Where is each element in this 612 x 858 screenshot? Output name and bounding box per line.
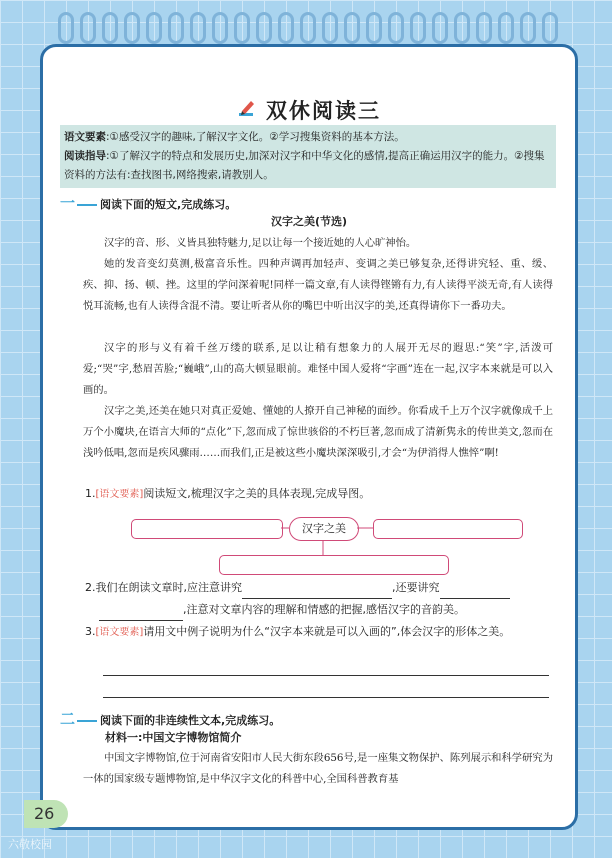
- binder-ring: [102, 12, 118, 44]
- binder-ring: [432, 12, 448, 44]
- question-tag: [语文要素]: [95, 489, 144, 500]
- title-area: [43, 95, 575, 125]
- guidance-text: :①了解汉字的特点和发展历史,加深对汉字和中华文化的感情,提高正确运用汉字的能力。②搜集资料的方法有:查找图书,网络搜索,请教别人。: [64, 150, 545, 181]
- binder-ring: [278, 12, 294, 44]
- question-number: 2.: [85, 581, 96, 594]
- answer-blank[interactable]: [99, 606, 183, 621]
- section-dash: [77, 204, 97, 206]
- question-text: ,还要讲究: [392, 581, 440, 594]
- binder-ring: [190, 12, 206, 44]
- guidance-line-2: [64, 147, 552, 185]
- mindmap-answer-box[interactable]: [131, 519, 283, 539]
- guidance-text: :①感受汉字的趣味,了解汉字文化。②学习搜集资料的基本方法。: [106, 131, 405, 143]
- answer-blank[interactable]: [440, 584, 510, 599]
- binder-ring: [300, 12, 316, 44]
- binder-ring: [454, 12, 470, 44]
- article-paragraph: 汉字之美,还美在她只对真正爱她、懂她的人撩开自己神秘的面纱。你看成千上万个汉字就像成千上万个小魔块,在语言大师的“点化”下,忽而成了惊世骇俗的不朽巨著,忽而成了清新隽永的传世美文,忽而在浅吟低唱,忽而是疾风骤雨……而我们,正是被这些小魔块深深吸引,才会“为伊消得人憔悴”啊!: [83, 405, 553, 459]
- mindmap-answer-box[interactable]: [373, 519, 523, 539]
- article-paragraph: 汉字的形与义有着千丝万缕的联系,足以让稍有想象力的人展开无尽的遐思:“笑”字,活泼可爱;“哭”字,愁眉苦脸;“巍峨”,山的高大顿显眼前。难怪中国人爱将“字画”连在一起,汉字本来就是可以入画的。: [83, 342, 553, 396]
- binder-ring: [124, 12, 140, 44]
- question-text: 我们在朗读文章时,应注意讲究: [95, 581, 242, 594]
- material-title: 材料一:中国文字博物馆简介: [105, 731, 242, 744]
- binder-ring: [256, 12, 272, 44]
- binder-ring: [344, 12, 360, 44]
- binder-ring: [80, 12, 96, 44]
- binder-ring: [388, 12, 404, 44]
- section-number: 二: [60, 710, 76, 728]
- question-3: [85, 621, 555, 644]
- section-heading-text: 阅读下面的短文,完成练习。: [100, 198, 237, 211]
- binder-ring: [322, 12, 338, 44]
- guidance-label: 阅读指导: [64, 150, 106, 162]
- question-tag: [语文要素]: [95, 627, 144, 638]
- section-dash: [77, 720, 97, 722]
- binder-ring: [410, 12, 426, 44]
- question-1: [85, 483, 555, 506]
- binder-ring: [366, 12, 382, 44]
- binder-ring: [498, 12, 514, 44]
- section-heading: [60, 192, 236, 213]
- guidance-label: 语文要素: [64, 131, 106, 143]
- question-2: [85, 577, 555, 621]
- worksheet-page: [40, 44, 578, 830]
- binder-ring: [476, 12, 492, 44]
- mindmap-center: [289, 517, 359, 541]
- section-heading: [60, 708, 280, 729]
- mindmap-center-label: 汉字之美: [302, 522, 346, 535]
- watermark: 六敬校园: [8, 838, 52, 851]
- binder-ring: [520, 12, 536, 44]
- article-paragraph: 她的发音变幻莫测,极富音乐性。四种声调再加轻声、变调之美已够复杂,还得讲究轻、重、缓、疾、抑、扬、顿、挫。这里的学问深着呢!同样一篇文章,有人读得铿锵有力,有人读得平淡无奇,有人读得悦耳流畅,也有人读得含混不清。要让听者从你的嘴巴中听出汉字的美,还真得请你下一番功夫。: [83, 258, 553, 312]
- section-number: 一: [60, 194, 76, 212]
- question-text: 阅读短文,梳理汉字之美的具体表现,完成导图。: [143, 487, 371, 500]
- answer-line[interactable]: [103, 675, 549, 676]
- question-number: 1.: [85, 487, 96, 500]
- pencil-icon: [237, 98, 257, 122]
- page-title: 双休阅读三: [266, 99, 382, 123]
- section-heading-text: 阅读下面的非连续性文本,完成练习。: [100, 714, 281, 727]
- binder-ring: [58, 12, 74, 44]
- article-paragraph: 汉字的音、形、义皆具独特魅力,足以让每一个接近她的人心旷神怡。: [104, 237, 417, 249]
- binder-ring: [212, 12, 228, 44]
- guidance-box: [60, 125, 556, 188]
- answer-blank[interactable]: [242, 584, 392, 599]
- question-number: 3.: [85, 625, 96, 638]
- page-number: 26: [34, 804, 55, 823]
- binder-ring: [168, 12, 184, 44]
- binder-ring: [234, 12, 250, 44]
- question-text: ,注意对文章内容的理解和情感的把握,感悟汉字的音韵美。: [183, 603, 465, 616]
- binder-ring: [542, 12, 558, 44]
- binder-ring: [146, 12, 162, 44]
- article-title: 汉字之美(节选): [270, 215, 348, 228]
- question-text: 请用文中例子说明为什么“汉字本来就是可以入画的”,体会汉字的形体之美。: [143, 625, 511, 638]
- material-paragraph: 中国文字博物馆,位于河南省安阳市人民大街东段656号,是一座集文物保护、陈列展示和科学研究为一体的国家级专题博物馆,是中华汉字文化的科普中心,全国科普教育基: [83, 752, 553, 785]
- guidance-line-1: [64, 128, 552, 147]
- mindmap-answer-box[interactable]: [219, 555, 449, 575]
- answer-line[interactable]: [103, 697, 549, 698]
